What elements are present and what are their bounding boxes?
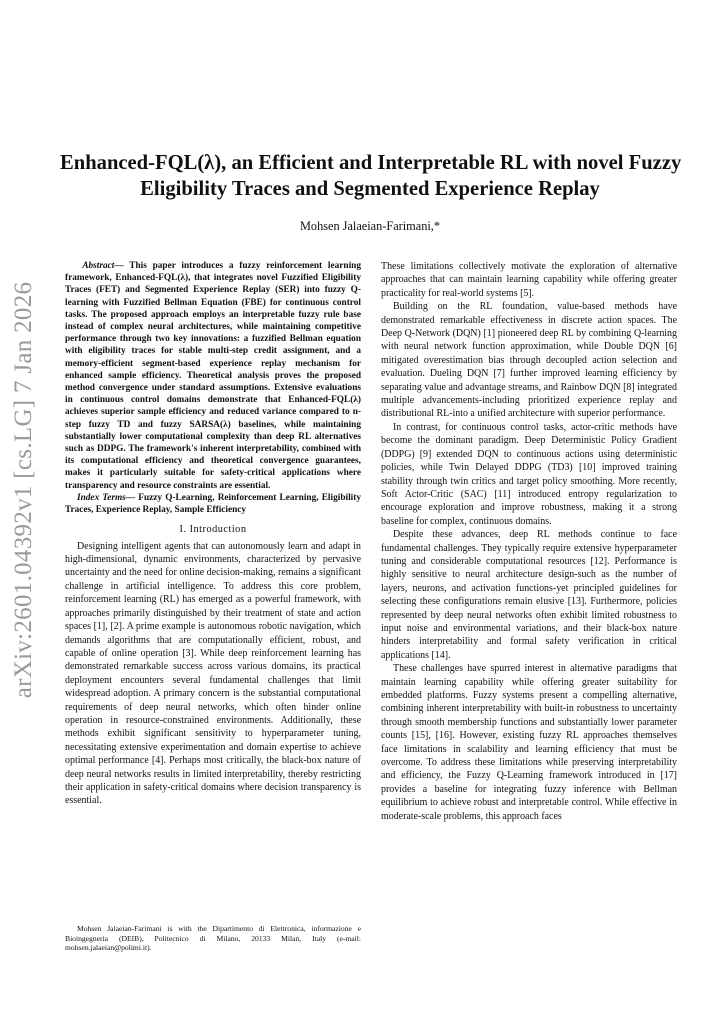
index-terms-label: Index Terms (77, 492, 126, 503)
author-footnote: Mohsen Jalaeian-Farimani is with the Dipartimento di Elettronica, informazione e Bioingegneria (DEIB), Politecnico di Milano, 20133 Milan, Italy (e-mail: mohsen.jalaeian@polimi.it). (65, 924, 361, 953)
right-paragraph-5: These challenges have spurred interest in alternative paradigms that maintain learning capability while offering greater suitability for embedded platforms. Fuzzy systems present a compelling alternative, combining inherent interpretability with built-in robustness to uncertainty through smooth membership functions and substantially lower parameter counts [15], [16]. However, existing fuzzy RL approaches themselves face limitations in scalability and learning efficiency that must be overcome. To address these limitations while preserving interpretability and efficiency, the Fuzzy Q-Learning framework introduced in [17] provides a baseline for integrating fuzzy inference with Bellman equilibrium to achieve robust and interpretable control. While effective in moderate-scale problems, this approach faces (381, 663, 677, 822)
left-column (65, 260, 361, 808)
right-paragraph-3: In contrast, for continuous control tasks, actor-critic methods have become the dominant paradigm. Deep Deterministic Policy Gradient (DDPG) [9] extended DQN to continuous actions using deterministic policies, while Twin Delayed DDPG (TD3) [10] improved training stability through twin critics and target policy smoothing. More recently, Soft Actor-Critic (SAC) [11] introduced entropy regularization to encourage exploration and improve robustness, making it a strong baseline for complex, continuous domains. (381, 421, 677, 527)
index-terms-text: — Fuzzy Q-Learning, Reinforcement Learning, Eligibility Traces, Experience Replay, Sample Efficiency (65, 492, 361, 516)
abstract-text: — This paper introduces a fuzzy reinforcement learning framework, Enhanced-FQL(λ), that integrates novel Fuzzified Eligibility Traces (FET) and Segmented Experience Replay (SER) into fuzzy Q-learning with Fuzzified Bellman Equation (FBE) for continuous control tasks. The proposed approach employs an interpretable fuzzy rule base instead of complex neural architectures, while maintaining competitive performance through two key innovations: a fuzzified Bellman equation with eligibility traces for stable multi-step credit assignment, and a memory-efficient segment-based experience replay mechanism for enhanced sample efficiency. Theoretical analysis proves the proposed method convergence under standard assumptions. Extensive evaluations in continuous control domains demonstrate that Enhanced-FQL(λ) achieves superior sample efficiency and reduced variance compared to n-step fuzzy TD and fuzzy SARSA(λ) baselines, while maintaining substantially lower computational complexity than deep RL alternatives such as DDPG. The framework's inherent interpretability, combined with its computational efficiency and theoretical convergence guarantees, makes it particularly suitable for safety-critical applications where transparency and resource constraints are essential. (65, 261, 361, 491)
arxiv-sidebar (2, 230, 46, 750)
arxiv-identifier: arXiv:2601.04392v1 [cs.LG] 7 Jan 2026 (10, 281, 37, 699)
right-paragraph-1: These limitations collectively motivate the exploration of alternative approaches that can maintain learning capability while offering greater practicality for real-world systems [5]. (381, 261, 677, 299)
index-terms (65, 492, 361, 516)
paper-title (60, 150, 680, 202)
abstract-label: Abstract (82, 261, 115, 271)
title-line-1: Enhanced-FQL(λ), an Efficient and Interpretable RL with novel Fuzzy (60, 152, 682, 174)
author-line: Mohsen Jalaeian-Farimani,* (299, 219, 440, 233)
right-paragraph-4: Despite these advances, deep RL methods continue to face fundamental challenges. They typically require extensive hyperparameter tuning and considerable computational resources [12]. Performance is highly sensitive to neural architecture design-such as the number of layers, neurons, and activation functions-yet principled guidelines for selecting these configurations remain elusive [13]. Furthermore, policies represented by deep neural networks often exhibit limited robustness to input noise and environmental variations, and their black-box nature hinders interpretability and formal safety verification in critical applications [14]. (381, 529, 677, 661)
right-paragraph-2: Building on the RL foundation, value-based methods have demonstrated remarkable effectiveness in discrete action spaces. The Deep Q-Network (DQN) [1] pioneered deep RL by combining Q-learning with neural network function approximation, while Double DQN [6] mitigated overestimation bias through decoupled action selection and evaluation. Dueling DQN [7] further improved learning efficiency by separating value and advantage streams, and Rainbow DQN [8] integrated multiple advancements-including prioritized experience replay and distributional RL-into a unified architecture with superior performance. (381, 301, 677, 420)
title-line-2: Eligibility Traces and Segmented Experience Replay (140, 178, 600, 200)
right-column (381, 260, 677, 823)
intro-paragraph-1: Designing intelligent agents that can autonomously learn and adapt in high-dimensional, dynamic environments, characterized by pervasive uncertainty and the need for online decision-making, remains a significant challenge in artificial intelligence. To address this core problem, reinforcement learning (RL) has emerged as a powerful framework, with approaches primarily distinguished by their treatment of state and action spaces [1], [2]. A prime example is autonomous robotic navigation, which demands algorithms that are computationally efficient, robust, and capable of online operation [3]. While deep reinforcement learning has demonstrated remarkable success across various domains, its practical deployment encounters several fundamental challenges that limit widespread adoption. A primary concern is the substantial computational requirements of deep neural networks, which often hinder online operation in resource-constrained environments. Additionally, these methods exhibit significant sensitivity to hyperparameter tuning, necessitating extensive experimentation and domain expertise to achieve optimal performance [4]. Perhaps most critically, the black-box nature of deep neural networks results in limited interpretability, thereby restricting their application in safety-critical domains where decision transparency is essential. (65, 540, 361, 807)
abstract (65, 260, 361, 492)
section-heading-introduction: I. Introduction (179, 524, 247, 536)
